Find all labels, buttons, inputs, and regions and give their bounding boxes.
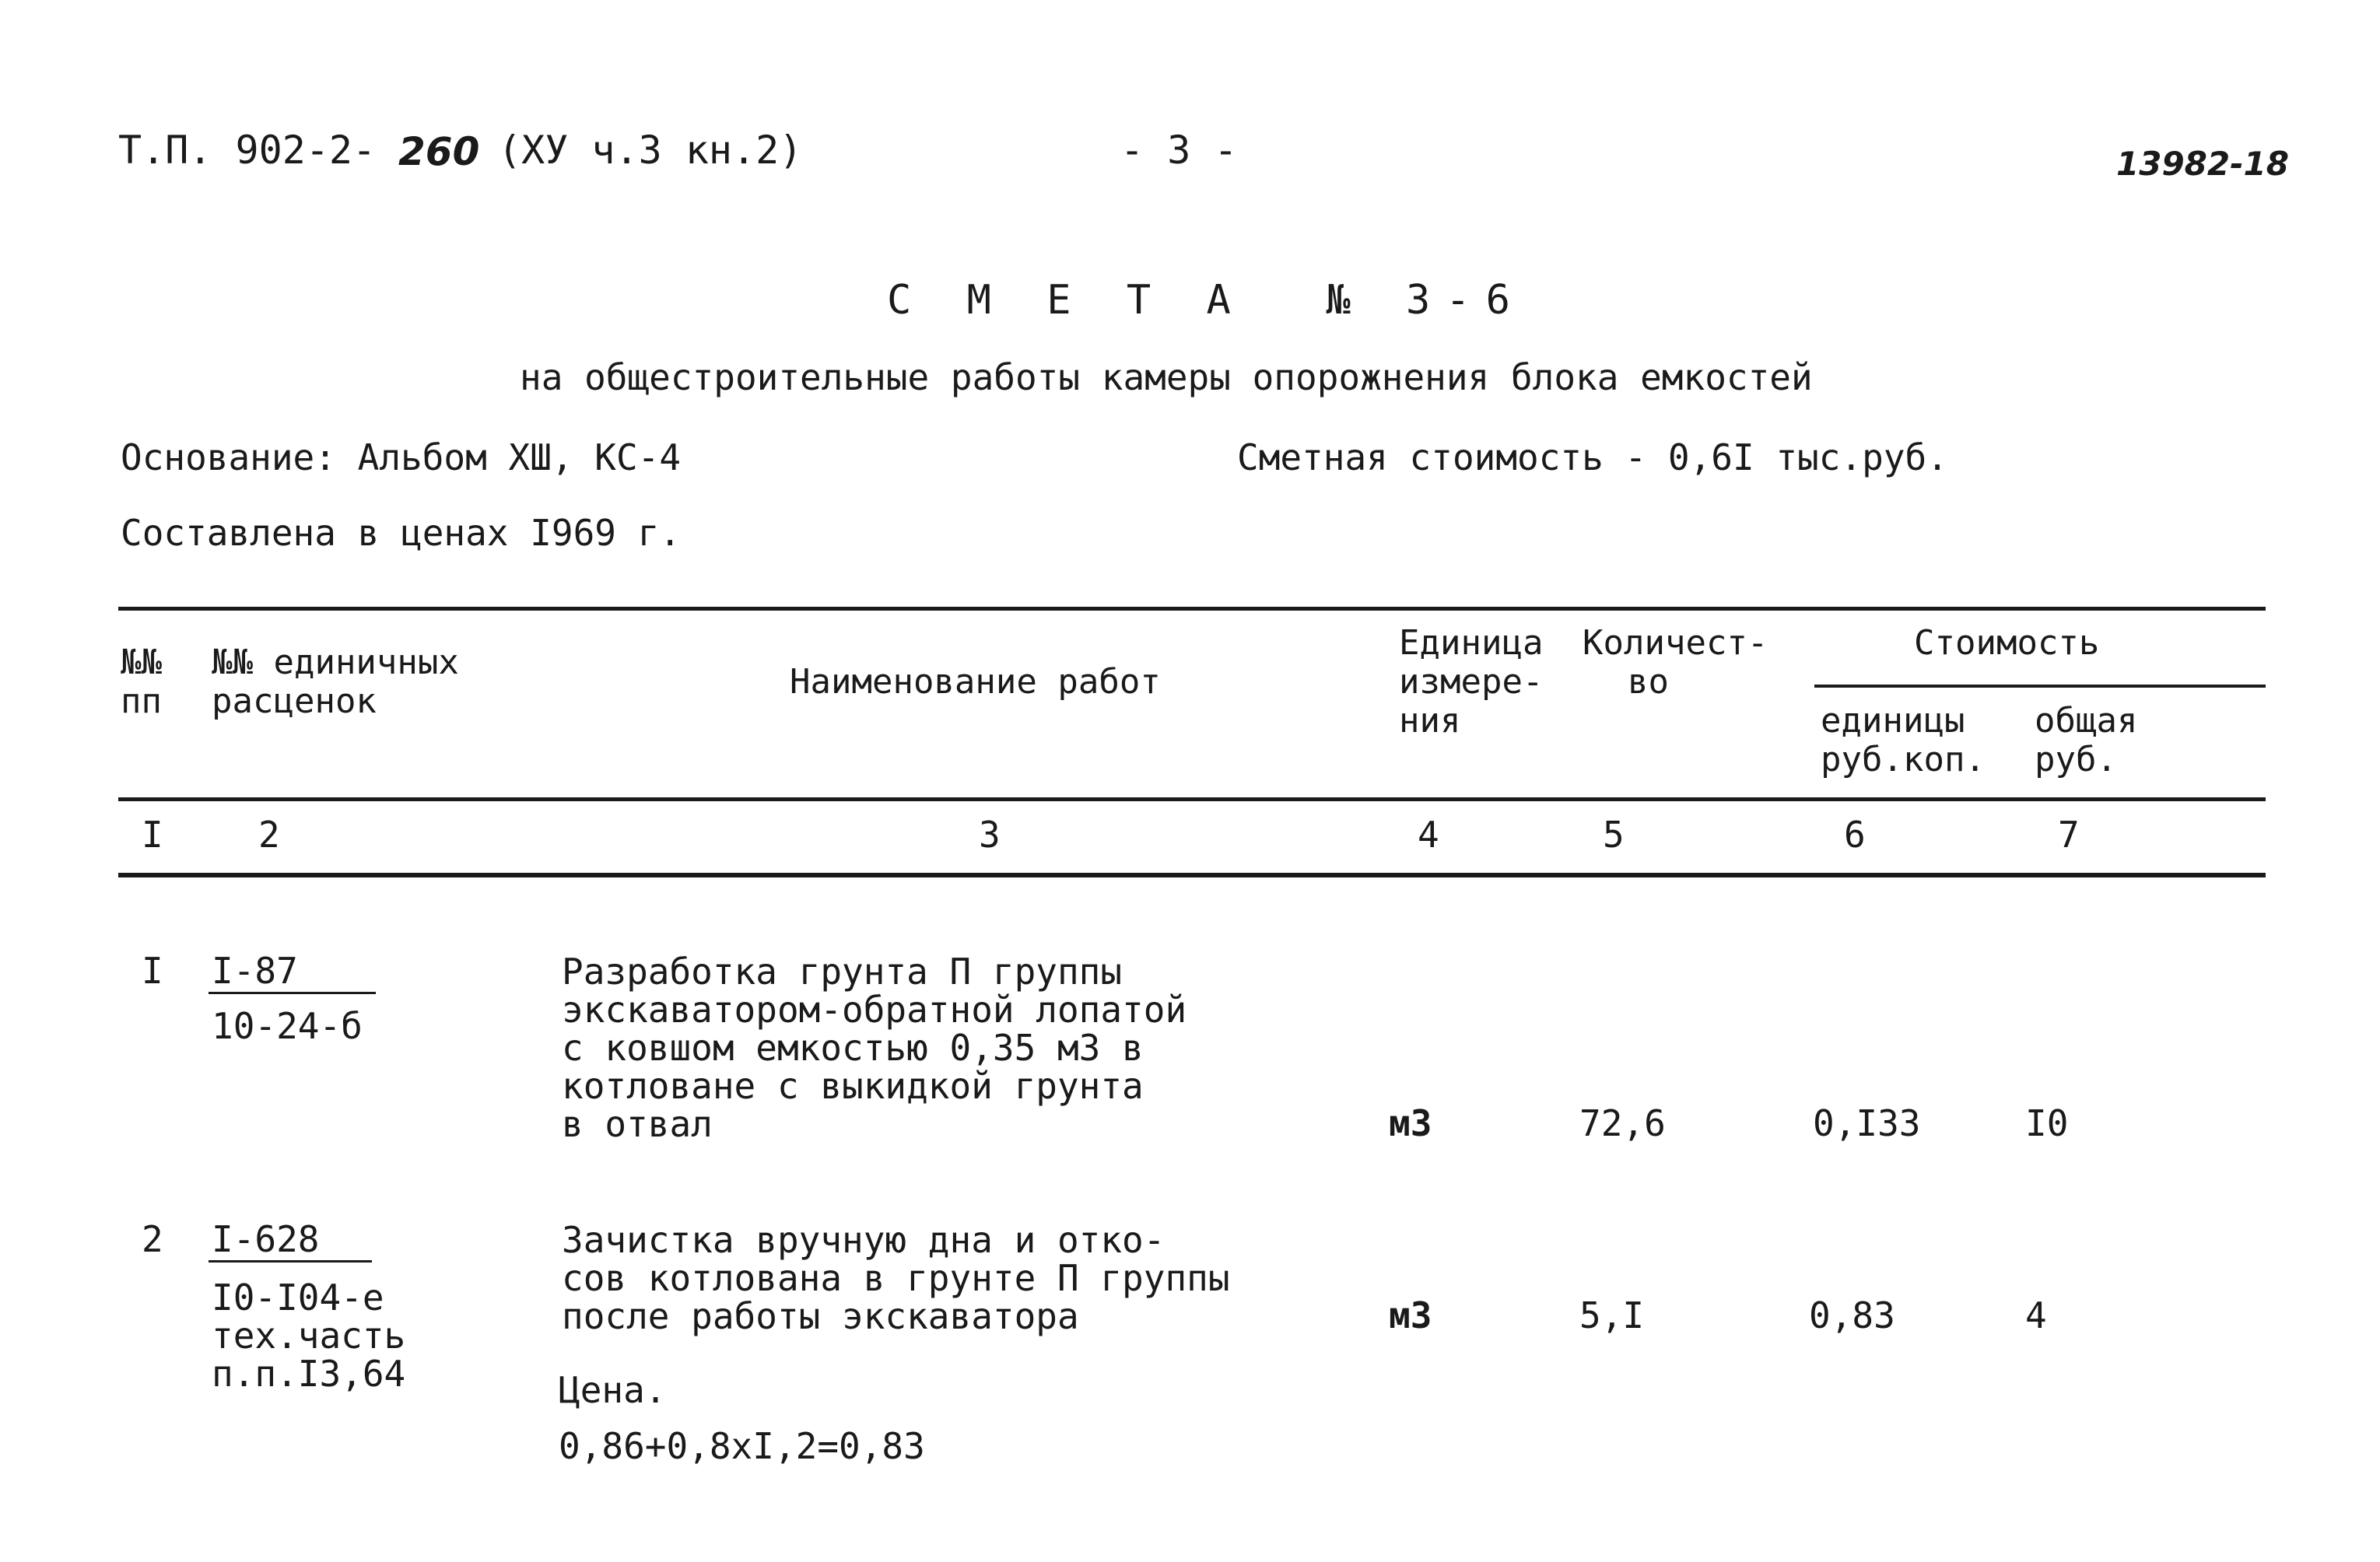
column-number-2: 2 <box>258 814 280 856</box>
row-1-rate-top: I-87 <box>212 950 298 992</box>
table-top-rule <box>118 607 2266 611</box>
row-2-description-line-2: сов котлована в грунте П группы <box>562 1257 1230 1299</box>
row-2-total: 4 <box>2025 1294 2047 1336</box>
row-1-description-line-1: Разработка грунта П группы <box>562 951 1123 993</box>
row-1-rate-line-1: 10-24-б <box>212 1005 363 1047</box>
doc-code-suffix: (ХУ ч.3 кн.2) <box>498 128 803 173</box>
row-1-description-line-5: в отвал <box>562 1103 713 1145</box>
row-2-note-formula: 0,86+0,8xI,2=0,83 <box>559 1425 925 1467</box>
row-2-rate-line-3: п.п.I3,64 <box>212 1353 406 1395</box>
row-1-description-line-3: с ковшом емкостью 0,35 м3 в <box>562 1027 1144 1069</box>
header-col1-line2: пп <box>121 681 162 721</box>
header-col6-line1: единицы <box>1821 701 1965 741</box>
row-2-rate-top: I-628 <box>212 1218 320 1260</box>
row-2-description-line-1: Зачистка вручную дна и отко- <box>562 1219 1165 1261</box>
prices-year: Составлена в ценах I969 г. <box>121 512 682 554</box>
column-numbers-rule <box>118 873 2266 877</box>
row-1-rate-underline <box>209 992 376 994</box>
row-1-unit: м3 <box>1389 1102 1432 1144</box>
header-col4-line1: Единица <box>1399 623 1544 663</box>
row-1-number: I <box>142 950 163 992</box>
page-title: С М Е Т А № 3-6 <box>887 277 1526 324</box>
header-col4-line3: ния <box>1399 701 1461 741</box>
column-number-5: 5 <box>1603 814 1625 856</box>
doc-code: Т.П. 902-2- <box>118 128 377 173</box>
row-2-description-line-3: после работы экскаватора <box>562 1295 1079 1337</box>
column-number-4: 4 <box>1418 814 1439 856</box>
column-number-6: 6 <box>1844 814 1866 856</box>
row-2-unit: м3 <box>1389 1294 1432 1336</box>
column-number-7: 7 <box>2058 814 2080 856</box>
header-col2-line2: расценок <box>212 681 377 721</box>
header-col5-line2: во <box>1628 662 1669 702</box>
cost-group-rule <box>1814 685 2266 688</box>
header-col2-line1: №№ единичных <box>212 643 459 682</box>
header-col7-line2: руб. <box>2035 740 2117 779</box>
header-col6-line2: руб.коп. <box>1821 740 1986 779</box>
header-cost-group: Стоимость <box>1914 623 2100 663</box>
column-number-3: 3 <box>979 814 1001 856</box>
row-1-description-line-4: котловане с выкидкой грунта <box>562 1065 1144 1107</box>
header-bottom-rule <box>118 797 2266 801</box>
header-col4-line2: измере- <box>1399 662 1544 702</box>
estimated-cost: Сметная стоимость - 0,6I тыс.руб. <box>1237 436 1948 478</box>
row-2-rate-line-1: I0-I04-е <box>212 1277 384 1319</box>
page-subtitle: на общестроительные работы камеры опорожнения блока емкостей <box>520 356 1813 398</box>
row-2-rate-line-2: тех.часть <box>212 1315 406 1357</box>
doc-code-handwritten: 260 <box>398 129 480 174</box>
page-number: - 3 - <box>1120 128 1238 173</box>
basis: Основание: Альбом ХШ, КС-4 <box>121 436 682 478</box>
archive-number: 13982-18 <box>2116 145 2289 183</box>
row-2-unit-cost: 0,83 <box>1809 1294 1895 1336</box>
header-col3: Наименование работ <box>790 662 1161 702</box>
header-col5-line1: Количест- <box>1583 623 1768 663</box>
column-number-1: I <box>142 814 163 856</box>
row-2-number: 2 <box>142 1218 163 1260</box>
row-1-quantity: 72,6 <box>1579 1102 1666 1144</box>
row-2-quantity: 5,I <box>1579 1294 1645 1336</box>
row-1-total: I0 <box>2025 1102 2069 1144</box>
row-1-unit-cost: 0,I33 <box>1813 1102 1921 1144</box>
row-1-description-line-2: экскаватором-обратной лопатой <box>562 989 1187 1031</box>
row-2-note-label: Цена. <box>559 1369 667 1411</box>
header-col1-line1: №№ <box>121 643 162 682</box>
header-col7-line1: общая <box>2035 701 2138 741</box>
row-2-rate-underline <box>209 1260 372 1263</box>
